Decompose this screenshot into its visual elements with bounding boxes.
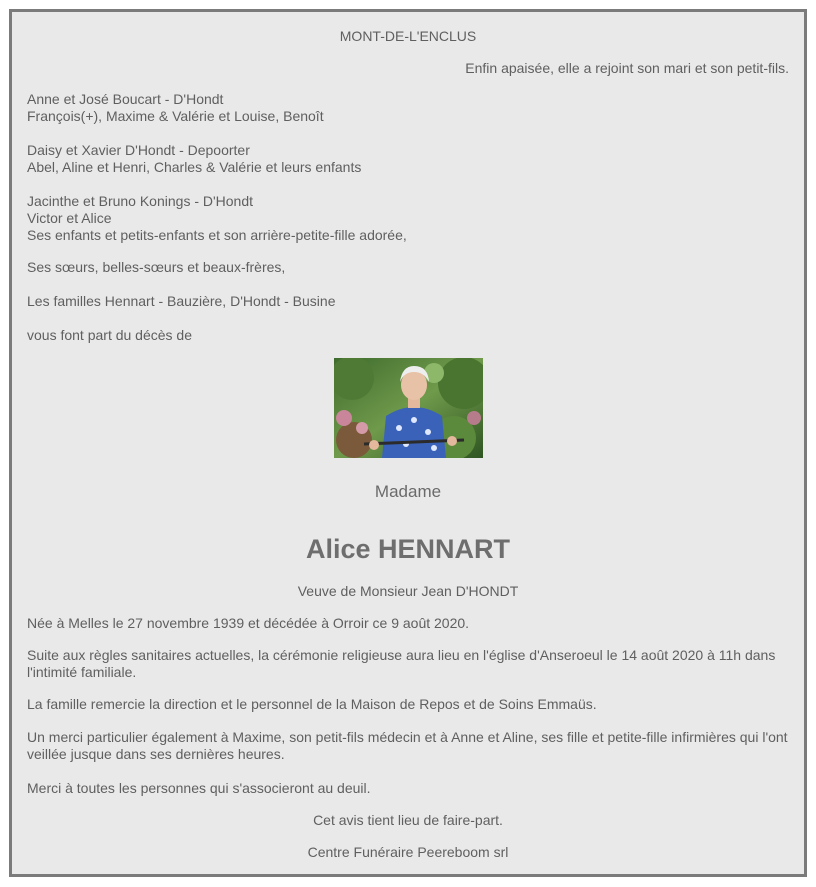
- notice-line: Cet avis tient lieu de faire-part.: [313, 812, 503, 828]
- deceased-name: Alice HENNART: [305, 534, 511, 564]
- widow-line: Veuve de Monsieur Jean D'HONDT: [297, 583, 519, 599]
- family-group-1-line-2: François(+), Maxime & Valérie et Louise, Benoît: [27, 108, 324, 124]
- location-heading: MONT-DE-L'ENCLUS: [339, 28, 477, 44]
- special-thanks-paragraph: Un merci particulier également à Maxime, son petit-fils médecin et à Anne et Aline, ses fille et petite-fille infirmières qui l'ont veillée jusque dans ses dernières heures.: [27, 729, 788, 762]
- family-group-3-line-3: Ses enfants et petits-enfants et son arrière-petite-fille adorée,: [27, 227, 407, 243]
- siblings-line: Ses sœurs, belles-sœurs et beaux-frères,: [27, 259, 286, 275]
- thanks-paragraph: La famille remercie la direction et le personnel de la Maison de Repos et de Soins Emmaüs.: [27, 696, 597, 712]
- families-line: Les familles Hennart - Bauzière, D'Hondt - Busine: [27, 293, 336, 309]
- family-group-2-line-2: Abel, Aline et Henri, Charles & Valérie et leurs enfants: [27, 159, 362, 175]
- family-group-2-line-1: Daisy et Xavier D'Hondt - Depoorter: [27, 142, 250, 158]
- funeral-home: Centre Funéraire Peereboom srl: [307, 844, 509, 860]
- family-group-1-line-1: Anne et José Boucart - D'Hondt: [27, 91, 224, 107]
- mourning-line: Merci à toutes les personnes qui s'associeront au deuil.: [27, 780, 371, 796]
- family-group-3-line-1: Jacinthe et Bruno Konings - D'Hondt: [27, 193, 254, 209]
- ceremony-paragraph: Suite aux règles sanitaires actuelles, la cérémonie religieuse aura lieu en l'église d'Anseroeul le 14 août 2020 à 11h dans l'intimité familiale.: [27, 647, 776, 680]
- birth-death-line: Née à Melles le 27 novembre 1939 et décédée à Orroir ce 9 août 2020.: [27, 615, 470, 631]
- portrait-photo: [334, 358, 483, 458]
- family-group-3-line-2: Victor et Alice: [27, 210, 112, 226]
- obituary-card: [9, 9, 807, 877]
- epitaph-quote: Enfin apaisée, elle a rejoint son mari et son petit-fils.: [465, 60, 789, 76]
- honorific: Madame: [374, 482, 442, 501]
- announcement-line: vous font part du décès de: [27, 327, 192, 343]
